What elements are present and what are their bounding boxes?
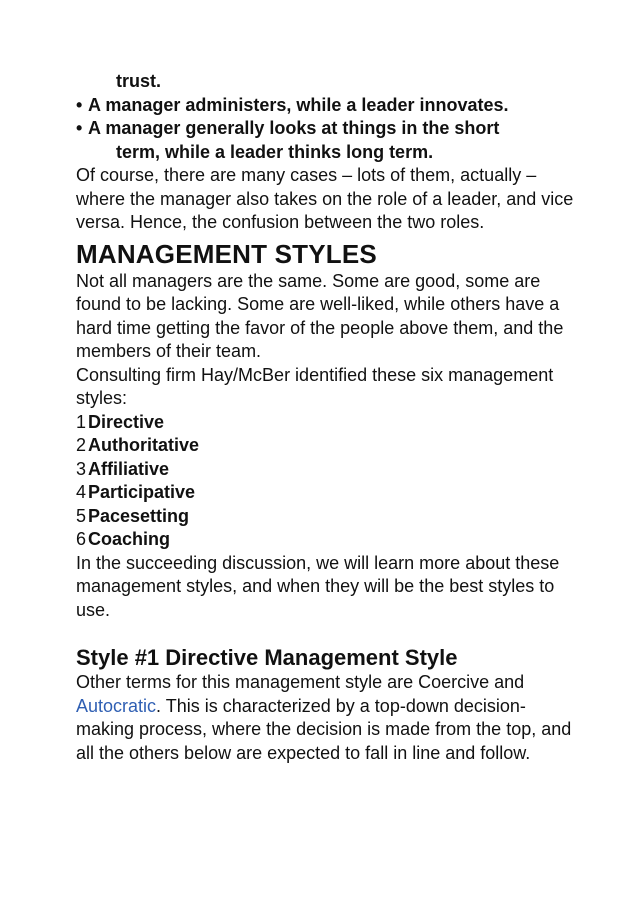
list-item: [76, 528, 576, 552]
list-label: Coaching: [88, 529, 171, 549]
spacer: [76, 622, 576, 645]
list-number: 1: [76, 411, 87, 432]
list-label: Directive: [88, 411, 165, 432]
style1-paragraph: [76, 671, 576, 765]
list-item: [76, 505, 576, 529]
list-label: Participative: [88, 482, 196, 502]
bullet-marker: •: [76, 94, 83, 115]
section-paragraph: Consulting firm Hay/McBer identified these six management styles:: [76, 364, 554, 408]
style1-text-after: . This is characterized by a top-down decision-making process, where the decision is made from the top, and all the others below are expected to fall in line and follow.: [76, 695, 572, 763]
bullet-text: A manager administers, while a leader innovates.: [88, 94, 509, 115]
list-number: 6: [76, 529, 87, 549]
section-heading: MANAGEMENT STYLES: [76, 238, 377, 269]
list-label: Authoritative: [88, 435, 200, 455]
list-number: 2: [76, 435, 87, 455]
list-number: 3: [76, 458, 87, 479]
style1-text-before: Other terms for this management style are Coercive and: [76, 672, 525, 692]
list-label: Pacesetting: [88, 505, 190, 526]
bullet-item: [76, 117, 576, 164]
list-item: [76, 434, 576, 458]
bullet-text-continuation: term, while a leader thinks long term.: [116, 141, 434, 162]
styles-list: [76, 411, 576, 552]
list-number: 5: [76, 505, 87, 526]
subsection-heading: Style #1 Directive Management Style: [76, 645, 458, 670]
list-item: [76, 481, 576, 505]
section-paragraph: In the succeeding discussion, we will learn more about these management styles, and when they will be the best styles to use.: [76, 552, 560, 620]
list-item: [76, 458, 576, 482]
bullet-item: [76, 94, 576, 118]
list-label: Affiliative: [88, 458, 170, 479]
list-number: 4: [76, 482, 87, 502]
bullet-text: A manager generally looks at things in the short: [88, 118, 500, 138]
intro-paragraph: Of course, there are many cases – lots of them, actually – where the manager also takes on the role of a leader, and vice versa. Hence, the confusion between the two roles.: [76, 165, 574, 232]
document-page: [76, 70, 576, 765]
section-paragraph: Not all managers are the same. Some are good, some are found to be lacking. Some are well-liked, while others have a hard time getting the favor of the people above them, and the members of their team.: [76, 270, 564, 361]
bullet-marker: •: [76, 118, 83, 138]
bullet-continuation: trust.: [116, 71, 161, 91]
autocratic-link[interactable]: Autocratic: [76, 695, 157, 716]
list-item: [76, 411, 576, 435]
